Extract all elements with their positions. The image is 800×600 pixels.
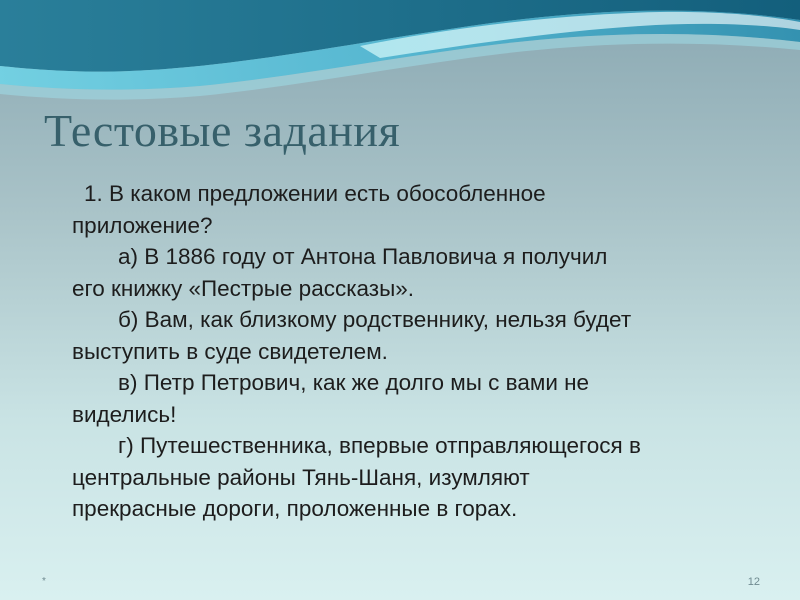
option-line: в) Петр Петрович, как же долго мы с вами не — [118, 370, 590, 395]
answer-option-b — [72, 304, 772, 367]
slide-body — [72, 178, 772, 525]
page-number: 12 — [747, 576, 760, 588]
question-line: 1. В каком предложении есть обособленное — [84, 181, 546, 206]
option-line: его книжку «Пестрые рассказы». — [72, 275, 415, 301]
answer-option-d — [72, 430, 772, 525]
question-line: приложение? — [72, 212, 213, 238]
option-line: г) Путешественника, впервые отправляющегося в — [118, 433, 641, 458]
answer-option-c — [72, 367, 772, 430]
option-line: выступить в суде свидетелем. — [72, 338, 388, 364]
option-line: центральные районы Тянь-Шаня, изумляют — [72, 464, 530, 490]
question — [72, 178, 772, 241]
option-line: виделись! — [72, 401, 177, 427]
option-line: а) В 1886 году от Антона Павловича я получил — [118, 244, 608, 269]
slide-title: Тестовые задания — [44, 105, 401, 156]
option-line: б) Вам, как близкому родственнику, нельзя будет — [118, 307, 632, 332]
footer-marker: * — [42, 576, 46, 587]
answer-option-a — [72, 241, 772, 304]
option-line: прекрасные дороги, проложенные в горах. — [72, 496, 518, 521]
